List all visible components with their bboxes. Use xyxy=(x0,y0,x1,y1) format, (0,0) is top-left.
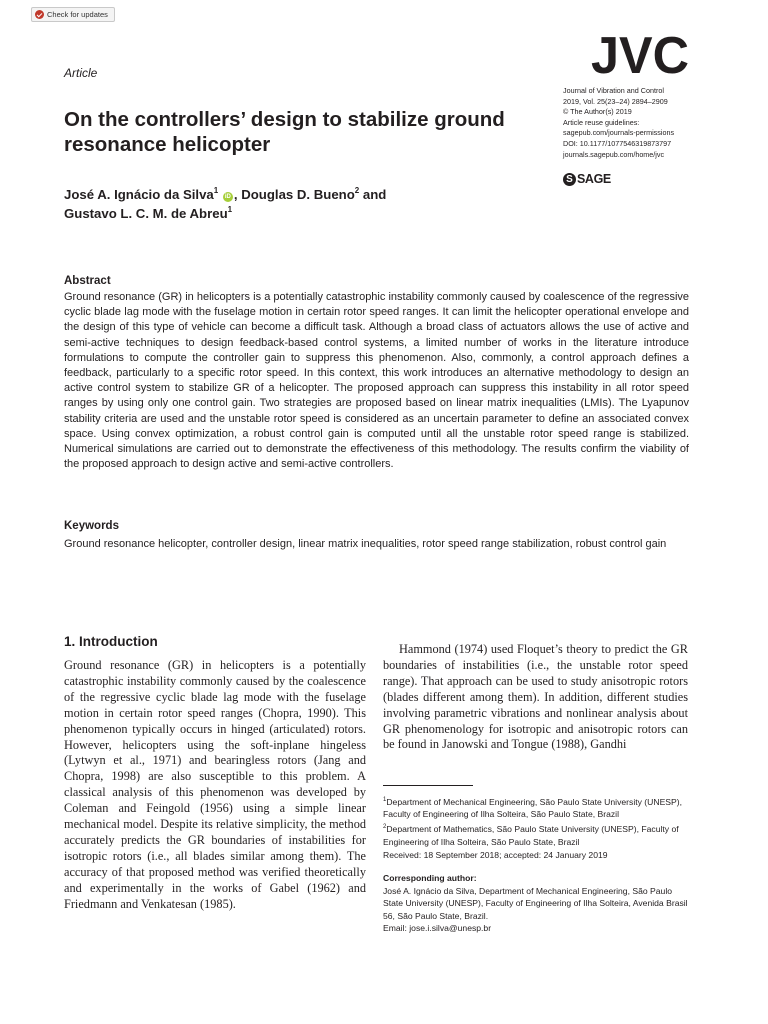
reuse-guidelines-label: Article reuse guidelines: xyxy=(563,117,640,127)
journal-name: Journal of Vibration and Control xyxy=(563,86,664,95)
affiliation-1 xyxy=(383,794,693,821)
affiliation-1-text: Department of Mechanical Engineering, São Paulo State University (UNESP), Faculty of Engineering of Ilha Solteira, São Paulo State, Brazil xyxy=(383,796,683,820)
journal-info xyxy=(563,86,753,160)
corresponding-author xyxy=(383,872,693,935)
check-for-updates-label: Check for updates xyxy=(47,10,108,19)
sage-wordmark: SAGE xyxy=(577,172,611,186)
publisher-logo xyxy=(563,172,611,186)
author-3[interactable]: Gustavo L. C. M. de Abreu xyxy=(64,206,228,221)
received-dates: Received: 18 September 2018; accepted: 24 January 2019 xyxy=(383,850,608,860)
affiliations xyxy=(383,794,693,848)
permissions-link[interactable]: sagepub.com/journals-permissions xyxy=(563,128,675,138)
journal-home-link[interactable]: journals.sagepub.com/home/jvc xyxy=(563,149,665,159)
introduction-right-column: Hammond (1974) used Floquet’s theory to predict the GR boundaries of instabilities (i.e., the unstable rotor speed range). That approach can be used to study anisotropic rotors (blades different among them). In addition, different studies involving parametric vibrations and nonlinear analysis about GR phenomenology for isotropic and anisotropic rotors can be found in Janowski and Tongue (1988), Gandhi xyxy=(383,642,688,752)
author-list xyxy=(64,185,494,223)
sage-mark-icon: S xyxy=(563,173,576,186)
check-icon xyxy=(35,10,44,19)
introduction-heading: 1. Introduction xyxy=(64,634,158,649)
keywords-text: Ground resonance helicopter, controller design, linear matrix inequalities, rotor speed range stabilization, robust control gain xyxy=(64,538,667,550)
affiliation-2-marker: 2 xyxy=(383,824,387,831)
abstract-text: Ground resonance (GR) in helicopters is a potentially catastrophic instability commonly caused by coalescence of the regressive cyclic blade lag mode with the fuselage motion in certain rotor speed ranges. It can limit the helicopter operational envelope and the design of this type of vehicle can become a difficult task. Although a broad class of actuators allows the use of active and semi-active techniques to design feedback-based control systems, a limited number of works in the literature introduce formulations to compute the controller gain to suppress this phenomenon. Also, commonly, a control approach defines a feedback, particularly to a specific rotor speed. In this context, this work introduces an alternative methodology to design an active control system to stabilize GR of a helicopter. The proposed approach can suppress this instability in all rotor speed ranges by using only one control gain. Two strategies are proposed based on linear matrix inequalities (LMIs). The Lyapunov stability criteria are used and the unstable rotor speed is considered as an uncertain parameter to define an associated convex space. Using convex optimization, a robust control gain is computed until all the unstable rotor speed range is stabilized. Numerical simulations are carried out to demonstrate the effectiveness of this methodology. The results confirm the viability of the proposed approach to design active and semi-active controllers. xyxy=(64,291,689,471)
introduction-left-column: Ground resonance (GR) in helicopters is a potentially catastrophic instability commonly caused by the coalescence of the regressive cyclic blade lag mode with the fuselage motion in certain rotor speed ranges (Chopra, 1990). This phenomenon typically occurs in hinged (articulated) rotors. However, helicopters using the soft-inplane hingeless (Lytwyn et al., 1971) and bearingless rotors (Jang and Chopra, 1998) are also susceptible to this problem. A classical analysis of this phenomenon was developed by Coleman and Feingold (1956) using a simple linear mechanical model. Despite its relative simplicity, the method accurately predicts the GR boundaries of instabilities for isotropic rotors (i.e., all blades similar among them). The accuracy of that proposed method was verified theoretically and experimentally in the works of Gabel (1962) and Friedmann and Venkatesan (1985). xyxy=(64,658,366,911)
doi[interactable]: DOI: 10.1177/1077546319873797 xyxy=(563,138,672,148)
author-2[interactable]: , Douglas D. Bueno xyxy=(233,187,355,202)
article-title: On the controllers’ design to stabilize ground resonance helicopter xyxy=(64,108,505,156)
footnote-divider xyxy=(383,785,473,786)
corresponding-author-email[interactable]: Email: jose.i.silva@unesp.br xyxy=(383,923,492,934)
corresponding-author-heading: Corresponding author: xyxy=(383,873,477,883)
journal-volume: 2019, Vol. 25(23–24) 2894–2909 xyxy=(563,96,668,106)
abstract-heading: Abstract xyxy=(64,275,111,287)
author-2-affil: 2 xyxy=(354,185,360,195)
affiliation-1-marker: 1 xyxy=(383,797,387,803)
author-3-affil: 1 xyxy=(227,204,233,214)
author-conjunction: and xyxy=(359,187,387,202)
author-1-affil: 1 xyxy=(213,185,219,195)
keywords-heading: Keywords xyxy=(64,520,119,532)
affiliation-2 xyxy=(383,821,693,848)
journal-logo-text: JVC xyxy=(591,27,689,77)
corresponding-author-address: José A. Ignácio da Silva, Department of Mechanical Engineering, São Paulo State University (UNESP), Faculty of Engineering of Ilha Solteira, Avenida Brasil 56, São Paulo State, Brazil. xyxy=(383,885,688,921)
orcid-icon[interactable]: iD xyxy=(224,194,231,200)
copyright: © The Author(s) 2019 xyxy=(563,107,632,117)
author-1[interactable]: José A. Ignácio da Silva xyxy=(64,187,214,202)
journal-logo xyxy=(590,27,690,77)
check-for-updates-badge[interactable] xyxy=(31,7,115,22)
affiliation-2-text: Department of Mathematics, São Paulo State University (UNESP), Faculty of Engineering of Ilha Solteira, São Paulo State, Brazil xyxy=(383,823,679,847)
article-type: Article xyxy=(64,66,98,80)
